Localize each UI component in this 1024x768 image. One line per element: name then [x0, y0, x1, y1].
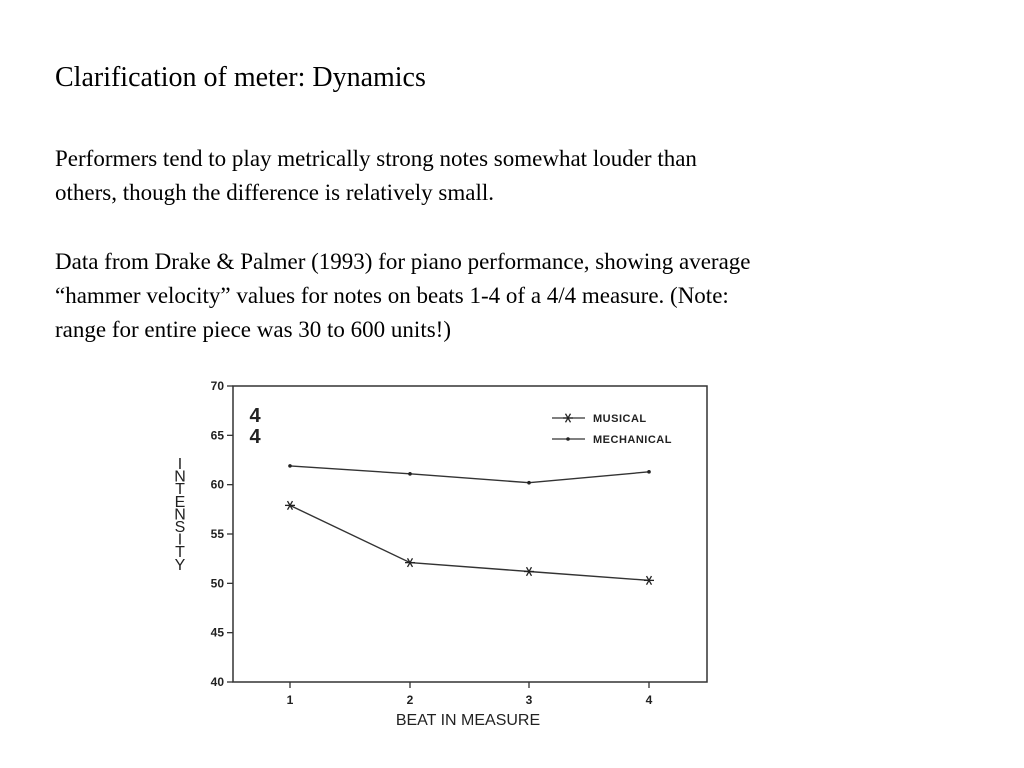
y-axis-title-letter: Y — [174, 556, 186, 574]
x-tick-label: 2 — [406, 693, 414, 707]
y-tick-label: 60 — [210, 477, 224, 492]
data-point-mechanical — [408, 472, 412, 476]
y-tick-label: 50 — [210, 576, 224, 591]
x-tick-label: 4 — [645, 693, 653, 707]
time-signature-top: 4 — [249, 405, 261, 427]
y-axis-title — [174, 456, 186, 574]
x-axis — [287, 682, 653, 707]
y-axis-title-letter: I — [177, 456, 183, 473]
series-layer — [285, 464, 654, 585]
x-tick-label: 3 — [525, 693, 533, 707]
paragraph-line: “hammer velocity” values for notes on beats 1-4 of a 4/4 measure. (Note: — [55, 283, 729, 308]
data-point-mechanical — [288, 464, 292, 468]
data-point-mechanical — [647, 470, 651, 474]
legend-dot — [566, 437, 570, 441]
legend-marker-mechanical — [566, 437, 570, 441]
paragraph-line: range for entire piece was 30 to 600 units!) — [55, 317, 451, 342]
series-line-mechanical — [290, 466, 649, 483]
y-tick-label: 40 — [210, 675, 224, 689]
y-axis-title-letter: I — [177, 531, 183, 549]
legend-marker-musical — [563, 414, 573, 423]
time-signature-bottom: 4 — [249, 426, 261, 448]
y-tick-label: 45 — [210, 625, 224, 640]
y-axis — [211, 379, 233, 689]
series-line-musical — [290, 505, 649, 580]
x-tick-label: 1 — [286, 693, 294, 707]
slide-title: Clarification of meter: Dynamics — [55, 62, 426, 93]
legend-asterisk — [563, 414, 573, 423]
legend-label-mechanical: MECHANICAL — [593, 434, 672, 446]
paragraph-data-source — [55, 245, 750, 347]
data-point-mechanical — [527, 481, 531, 485]
y-tick-label: 70 — [210, 379, 224, 393]
y-axis-title-letter: N — [174, 468, 186, 486]
y-axis-title-letter: N — [174, 506, 186, 524]
paragraph-performers — [55, 142, 697, 210]
data-point-musical — [285, 501, 295, 510]
time-signature — [249, 405, 261, 448]
y-axis-title-letter: E — [174, 493, 186, 511]
intensity-line-chart — [155, 375, 735, 745]
data-point-musical — [405, 558, 415, 567]
paragraph-line: others, though the difference is relatively small. — [55, 180, 494, 205]
data-point-musical — [644, 576, 654, 585]
x-axis-title: BEAT IN MEASURE — [395, 712, 541, 729]
plot-frame — [233, 386, 707, 682]
y-tick-label: 55 — [210, 527, 224, 541]
y-tick-label: 65 — [210, 428, 224, 443]
paragraph-line: Data from Drake & Palmer (1993) for piano performance, showing average — [55, 249, 751, 274]
legend — [552, 413, 672, 446]
y-axis-title-letter: T — [175, 481, 185, 499]
y-axis-title-letter: T — [175, 544, 185, 562]
paragraph-line: Performers tend to play metrically strong notes somewhat louder than — [55, 146, 697, 171]
data-point-musical — [524, 567, 534, 576]
y-axis-title-letter: S — [174, 519, 186, 536]
legend-label-musical: MUSICAL — [593, 413, 647, 425]
